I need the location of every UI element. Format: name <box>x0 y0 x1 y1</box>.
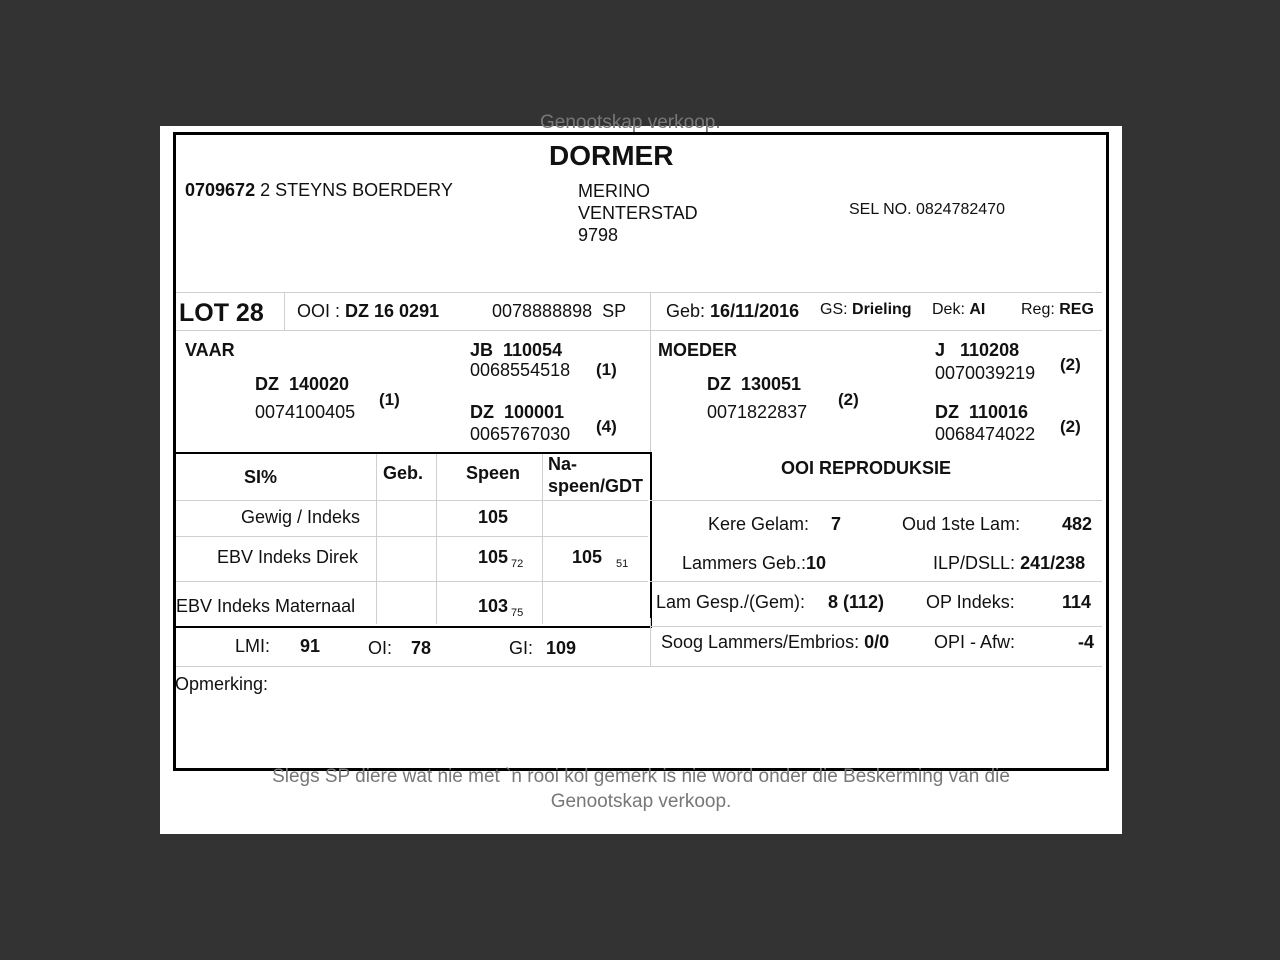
lmi-label: LMI: <box>235 636 271 656</box>
soog-value: 0/0 <box>864 632 890 652</box>
registration <box>1021 301 1094 319</box>
ilp-label <box>933 553 1085 574</box>
birth-status-label: GS: <box>820 301 848 318</box>
lammers-geb-value: 10 <box>806 553 827 573</box>
address-line-1: MERINO <box>578 181 650 201</box>
divider <box>650 500 1102 501</box>
dam-sire-number: 0070039219 <box>935 363 1036 383</box>
speen-header: Speen <box>466 463 521 483</box>
dam-id: DZ 130051 <box>707 374 802 394</box>
sire-sire-count: (1) <box>596 360 617 379</box>
gi-value: 109 <box>546 638 577 658</box>
divider <box>176 330 1102 331</box>
si-row-label: EBV Indeks Direk <box>217 547 359 567</box>
lam-gesp-label: Lam Gesp./(Gem): <box>656 592 806 612</box>
sire-number: 0074100405 <box>255 402 356 422</box>
phone-number: SEL NO. 0824782470 <box>849 201 1005 218</box>
ilp-text: ILP/DSLL: <box>933 553 1016 573</box>
remark-label: Opmerking: <box>175 674 269 694</box>
address-block <box>578 180 698 246</box>
ewe-id-label: OOI : <box>297 301 341 321</box>
lammers-geb-text: Lammers Geb.: <box>682 553 807 573</box>
kere-gelam-label: Kere Gelam: <box>708 514 810 534</box>
dam-sire-count: (2) <box>1060 355 1081 374</box>
op-label: OP Indeks: <box>926 592 1015 612</box>
dam-count: (2) <box>838 390 859 409</box>
divider <box>176 292 1102 293</box>
si-speen-value: 105 <box>478 547 509 567</box>
divider <box>542 454 543 624</box>
gi-label: GI: <box>509 638 534 658</box>
divider <box>284 292 285 330</box>
si-naspeen-accuracy: 51 <box>616 558 629 570</box>
naspeen-header-line-2: speen/GDT <box>548 476 644 496</box>
divider <box>176 500 648 501</box>
si-speen-accuracy: 72 <box>511 558 524 570</box>
sire-id: DZ 140020 <box>255 374 350 394</box>
ghost-header-text: Genootskap verkoop. <box>540 112 721 133</box>
si-speen-value: 103 <box>478 596 509 616</box>
address-line-3: 9798 <box>578 225 619 245</box>
registration-label: Reg: <box>1021 301 1055 318</box>
si-row-speen <box>478 547 523 568</box>
si-row-speen: 105 <box>478 507 509 527</box>
si-header: SI% <box>244 467 278 487</box>
mating-label: Dek: <box>932 301 965 318</box>
soog-text: Soog Lammers/Embrios: <box>661 632 860 652</box>
kere-gelam-value: 7 <box>831 514 842 534</box>
divider <box>436 454 437 624</box>
birth-date-label: Geb: <box>666 301 706 321</box>
sp-marker: SP <box>602 301 627 321</box>
oi-label: OI: <box>368 638 393 658</box>
oud-value: 482 <box>1062 514 1093 534</box>
naspeen-header-line-1: Na- <box>548 454 578 474</box>
mating-value: AI <box>969 301 986 318</box>
si-row-naspeen <box>572 547 628 568</box>
si-row-label: EBV Indeks Maternaal <box>176 596 356 616</box>
divider <box>650 618 651 666</box>
lam-gesp-value: 8 (112) <box>828 592 885 612</box>
sale-card <box>160 112 1122 834</box>
dam-sire-id: J 110208 <box>935 340 1020 360</box>
mating <box>932 301 985 319</box>
sire-heading: VAAR <box>185 340 235 360</box>
lmi-value: 91 <box>300 636 321 656</box>
divider <box>650 581 1102 582</box>
si-row-label: Gewig / Indeks <box>241 507 361 527</box>
ewe-number <box>492 301 626 322</box>
ewe-id <box>297 301 439 322</box>
dam-dam-number: 0068474022 <box>935 424 1036 444</box>
ewe-number-value: 0078888898 <box>492 301 593 321</box>
sire-dam-number: 0065767030 <box>470 424 571 444</box>
opi-value: -4 <box>1078 632 1095 652</box>
dam-number: 0071822837 <box>707 402 808 422</box>
oi-value: 78 <box>411 638 432 658</box>
si-naspeen-value: 105 <box>572 547 603 567</box>
breeder-name: 2 STEYNS BOERDERY <box>260 180 453 200</box>
dam-dam-id: DZ 110016 <box>935 402 1029 422</box>
ilp-value: 241/238 <box>1020 553 1086 573</box>
divider <box>650 626 1102 627</box>
sire-dam-count: (4) <box>596 417 617 436</box>
sire-dam-id: DZ 100001 <box>470 402 565 422</box>
birth-status <box>820 301 912 319</box>
address-line-2: VENTERSTAD <box>578 203 698 223</box>
breed-title: DORMER <box>549 140 674 171</box>
si-speen-accuracy: 75 <box>511 607 524 619</box>
divider <box>376 454 377 624</box>
ewe-id-value: DZ 16 0291 <box>345 301 440 321</box>
footer-line-1: Slegs SP diere wat nie met `n rooi kol gemerk is nie word onder die Beskerming van die <box>272 766 1010 787</box>
reproduction-title: OOI REPRODUKSIE <box>781 458 952 478</box>
op-value: 114 <box>1062 592 1092 612</box>
si-row-speen <box>478 596 523 617</box>
divider <box>176 666 1102 667</box>
footer-line-2: Genootskap verkoop. <box>550 791 732 812</box>
registration-value: REG <box>1059 301 1094 318</box>
naspeen-header <box>548 453 643 497</box>
sire-sire-number: 0068554518 <box>470 360 571 380</box>
birth-date-value: 16/11/2016 <box>710 301 800 321</box>
sire-sire-id: JB 110054 <box>470 340 563 360</box>
divider <box>176 536 648 537</box>
oud-label: Oud 1ste Lam: <box>902 514 1021 534</box>
lammers-geb-label <box>682 553 826 574</box>
sire-count: (1) <box>379 390 400 409</box>
divider <box>176 581 648 582</box>
lot-number: LOT 28 <box>179 299 264 327</box>
opi-label: OPI - Afw: <box>934 632 1016 652</box>
breeder-code: 0709672 <box>185 180 256 200</box>
birth-status-value: Drieling <box>852 301 912 318</box>
dam-dam-count: (2) <box>1060 417 1081 436</box>
geb-header: Geb. <box>383 463 424 483</box>
soog-label <box>661 632 889 653</box>
breeder-line <box>185 180 453 201</box>
dam-heading: MOEDER <box>658 340 738 360</box>
birth-date <box>666 301 799 322</box>
